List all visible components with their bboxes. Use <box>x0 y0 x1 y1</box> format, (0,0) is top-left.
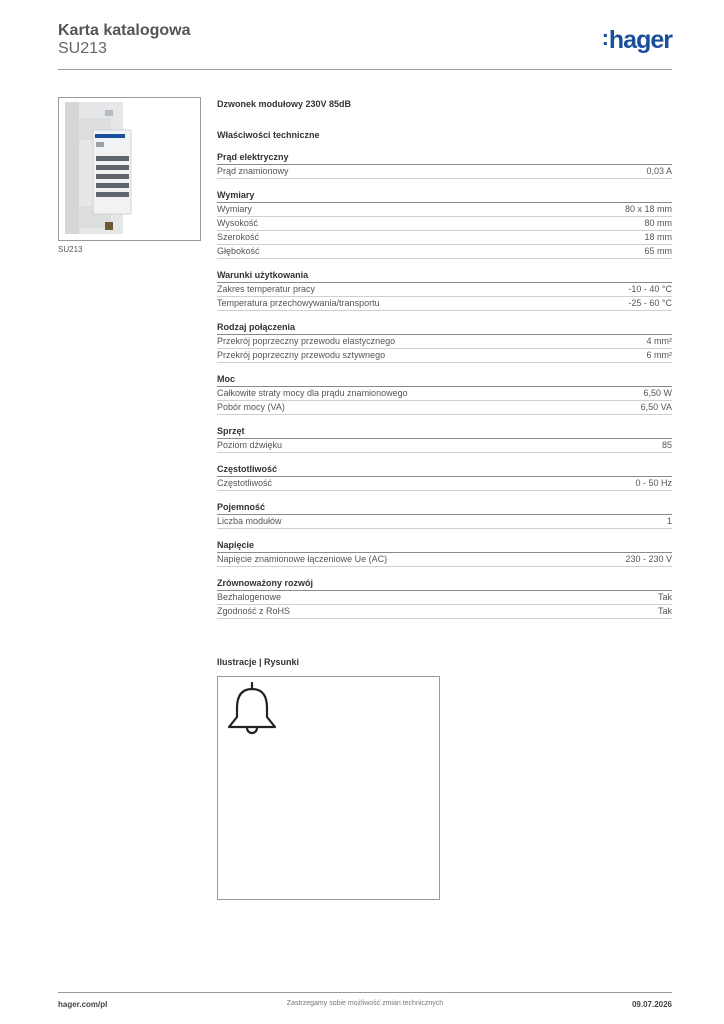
spec-value: 0,03 A <box>646 166 672 176</box>
spec-row <box>217 297 672 311</box>
spec-label: Całkowite straty mocy dla prądu znamionowego <box>217 388 408 398</box>
spec-label: Pobór mocy (VA) <box>217 402 285 412</box>
page-footer <box>58 992 672 1015</box>
spec-row <box>217 401 672 415</box>
spec-row <box>217 217 672 231</box>
footer-website: hager.com/pl <box>58 1000 108 1009</box>
section-title: Rodzaj połączenia <box>217 321 672 335</box>
section-title: Wymiary <box>217 189 672 203</box>
spec-row <box>217 477 672 491</box>
illustrations-heading: Ilustracje | Rysunki <box>217 657 300 667</box>
product-name: Dzwonek modułowy 230V 85dB <box>217 99 352 109</box>
spec-label: Zakres temperatur pracy <box>217 284 316 294</box>
section-title: Częstotliwość <box>217 463 672 477</box>
spec-label: Bezhalogenowe <box>217 592 282 602</box>
spec-value: 230 - 230 V <box>625 554 672 564</box>
spec-row <box>217 591 672 605</box>
product-code: SU213 <box>58 40 107 57</box>
spec-section <box>217 577 672 619</box>
spec-value: 6,50 W <box>643 388 672 398</box>
document-title: Karta katalogowa <box>58 22 191 39</box>
spec-value: 65 mm <box>644 246 672 256</box>
spec-section <box>217 321 672 363</box>
spec-label: Przekrój poprzeczny przewodu sztywnego <box>217 350 386 360</box>
spec-value: 18 mm <box>644 232 672 242</box>
spec-value: 80 mm <box>644 218 672 228</box>
page-header <box>58 22 672 70</box>
spec-label: Poziom dźwięku <box>217 440 283 450</box>
image-caption: SU213 <box>58 245 83 254</box>
spec-label: Przekrój poprzeczny przewodu elastycznego <box>217 336 396 346</box>
spec-value: Tak <box>657 592 672 602</box>
section-title: Pojemność <box>217 501 672 515</box>
spec-section <box>217 189 672 259</box>
spec-label: Wymiary <box>217 204 252 214</box>
modular-bell-device-icon <box>59 98 200 240</box>
spec-label: Temperatura przechowywania/transportu <box>217 298 380 308</box>
spec-value: 1 <box>666 516 672 526</box>
spec-section <box>217 425 672 453</box>
spec-row <box>217 439 672 453</box>
section-title: Zrównoważony rozwój <box>217 577 672 591</box>
spec-label: Prąd znamionowy <box>217 166 289 176</box>
spec-label: Częstotliwość <box>217 478 273 488</box>
section-title: Sprzęt <box>217 425 672 439</box>
bell-icon <box>222 681 282 737</box>
spec-row <box>217 335 672 349</box>
illustration-box <box>217 676 440 900</box>
spec-row <box>217 553 672 567</box>
spec-section <box>217 151 672 179</box>
spec-row <box>217 283 672 297</box>
spec-value: Tak <box>657 606 672 616</box>
section-title: Moc <box>217 373 672 387</box>
spec-value: 80 x 18 mm <box>624 204 672 214</box>
spec-section <box>217 373 672 415</box>
spec-row <box>217 245 672 259</box>
spec-section <box>217 269 672 311</box>
spec-section <box>217 501 672 529</box>
hager-logo: :hager <box>601 25 672 54</box>
product-image <box>58 97 201 241</box>
footer-disclaimer: Zastrzegamy sobie możliwość zmian technicznych <box>286 1000 444 1007</box>
spec-row <box>217 203 672 217</box>
spec-row <box>217 387 672 401</box>
spec-label: Liczba modułów <box>217 516 282 526</box>
section-title: Warunki użytkowania <box>217 269 672 283</box>
main-content <box>217 97 672 629</box>
spec-label: Napięcie znamionowe łączeniowe Ue (AC) <box>217 554 388 564</box>
tech-properties-heading: Właściwości techniczne <box>217 130 320 140</box>
spec-value: -10 - 40 °C <box>628 284 672 294</box>
spec-row <box>217 231 672 245</box>
spec-row <box>217 165 672 179</box>
footer-date: 09.07.2026 <box>631 1000 672 1009</box>
spec-section <box>217 539 672 567</box>
spec-value: 85 <box>661 440 672 450</box>
spec-value: 4 mm² <box>646 336 672 346</box>
spec-row <box>217 515 672 529</box>
spec-label: Głębokość <box>217 246 260 256</box>
spec-row <box>217 349 672 363</box>
section-title: Napięcie <box>217 539 672 553</box>
spec-label: Wysokość <box>217 218 258 228</box>
spec-row <box>217 605 672 619</box>
section-title: Prąd elektryczny <box>217 151 672 165</box>
spec-value: 6,50 VA <box>640 402 672 412</box>
spec-value: 6 mm² <box>646 350 672 360</box>
logo-text: hager <box>608 26 672 54</box>
spec-value: 0 - 50 Hz <box>635 478 672 488</box>
spec-label: Szerokość <box>217 232 260 242</box>
spec-section <box>217 463 672 491</box>
spec-sections <box>217 151 672 619</box>
spec-value: -25 - 60 °C <box>628 298 672 308</box>
spec-label: Zgodność z RoHS <box>217 606 291 616</box>
